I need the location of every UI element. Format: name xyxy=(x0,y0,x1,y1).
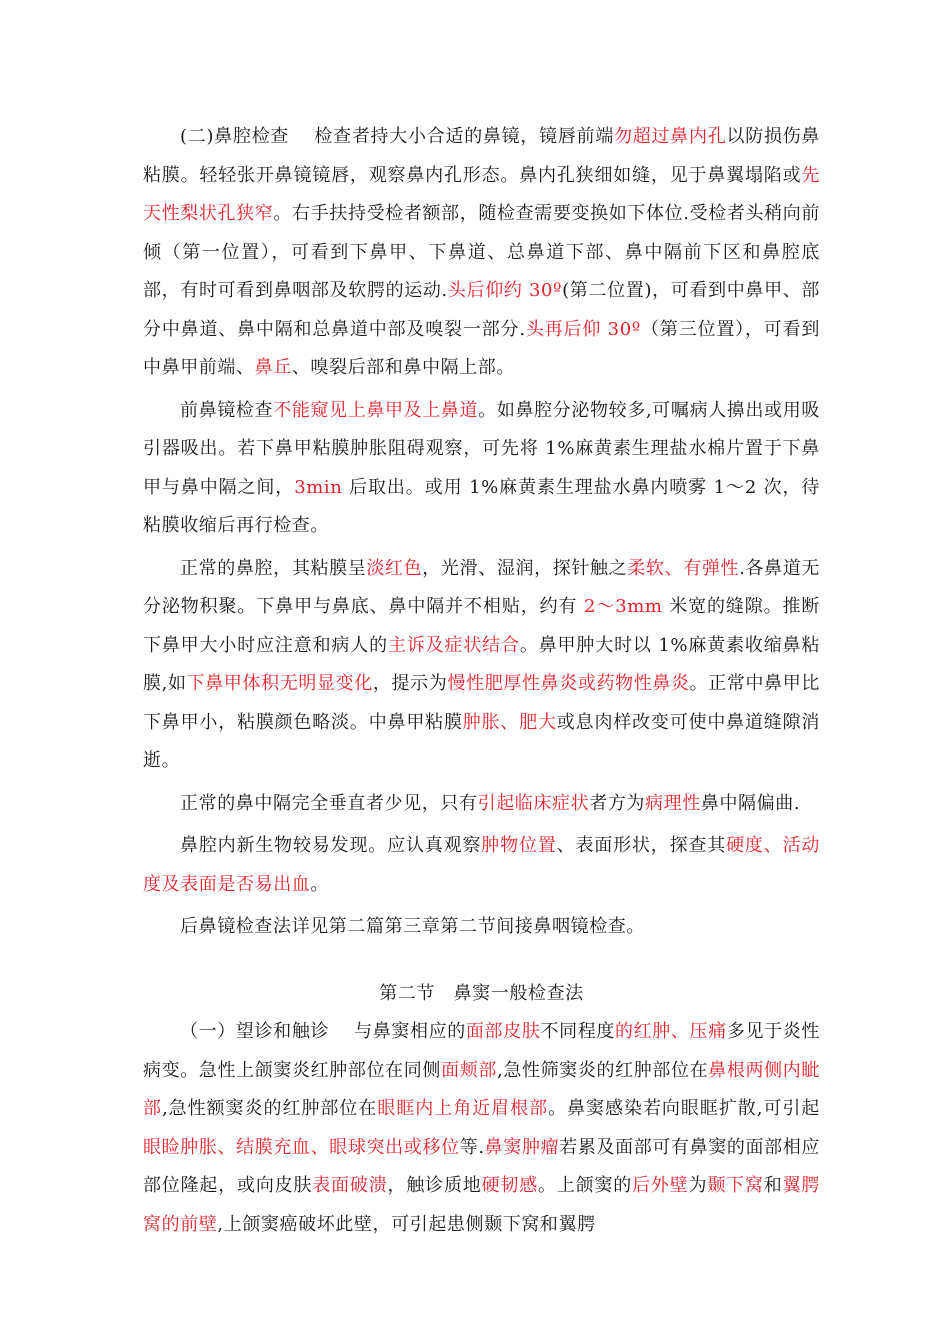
body-text: 、表面形状，探查其 xyxy=(556,835,727,856)
highlighted-text: 鼻窦肿瘤 xyxy=(484,1136,560,1158)
body-text: ，提示为 xyxy=(372,673,448,694)
highlighted-text: 翼腭窝的前壁 xyxy=(143,1175,820,1235)
body-text: 。 xyxy=(310,873,330,895)
paragraph xyxy=(143,392,820,546)
body-text: （一）望诊和触诊 与鼻窦相应的 xyxy=(180,1021,466,1042)
sinus-exam-text xyxy=(143,1013,820,1244)
body-text: (第二位置)，可看到中鼻甲、部分中鼻道、鼻中隔和总鼻道中部及嗅裂一部分. xyxy=(143,280,821,340)
body-text: 。鼻甲肿大时以 1%麻黄素收缩鼻粘膜,如 xyxy=(143,634,820,694)
body-text: 以防损伤鼻粘膜。轻轻张开鼻镜镜唇，观察鼻内孔形态。鼻内孔狭细如缝，见于鼻翼塌陷或 xyxy=(143,126,821,186)
body-text: (二)鼻腔检查 检查者持大小合适的鼻镜，镜唇前端 xyxy=(180,126,615,147)
highlighted-text: 淡红色 xyxy=(366,557,423,579)
body-text: （第三位置），可看到中鼻甲前端、 xyxy=(143,318,821,378)
highlighted-text: 面颊部 xyxy=(441,1059,497,1081)
body-text: 正常的鼻腔，其粘膜呈 xyxy=(180,557,367,579)
body-text: 为 xyxy=(688,1175,708,1196)
body-text: 。右手扶持受检者额部，随检查需要变换如下体位.受检者头稍向前倾（第一位置），可看到下鼻甲、下鼻道、总鼻道下部、鼻中隔前下区和鼻腔底部，有时可看到鼻咽部及软腭的运动. xyxy=(143,203,821,301)
highlighted-text: 3min xyxy=(294,476,343,498)
highlighted-text: 肿物位置 xyxy=(481,835,557,856)
highlighted-text: 勿超过鼻内孔 xyxy=(614,126,727,147)
paragraph xyxy=(143,827,820,904)
highlighted-text: 先天性梨状孔狭窄 xyxy=(143,164,820,224)
paragraph xyxy=(143,785,820,824)
body-text: 、嗅裂后部和鼻中隔上部。 xyxy=(291,357,516,378)
body-text: ,急性额窦炎的红肿部位在 xyxy=(161,1098,378,1119)
body-text: 等. xyxy=(459,1136,485,1158)
body-text: .各鼻道无分泌物积聚。下鼻甲与鼻底、鼻中隔并不相贴，约有 xyxy=(143,557,820,617)
highlighted-text: 下鼻甲体积无明显变化 xyxy=(186,673,373,694)
highlighted-text: 引起临床症状 xyxy=(477,792,590,814)
body-text: 不同程度 xyxy=(540,1021,616,1042)
body-text: 。正常中鼻甲比下鼻甲小，粘膜颜色略淡。中鼻甲粘膜 xyxy=(143,673,820,733)
body-text: ，触诊质地 xyxy=(387,1175,482,1196)
highlighted-text: 头后仰约 30º xyxy=(447,280,563,301)
paragraph xyxy=(143,1013,820,1244)
body-text: 。如鼻腔分泌物较多,可嘱病人擤出或用吸引器吸出。若下鼻甲粘膜肿胀阻碍观察，可先将 1%麻黄素生理盐水棉片置于下鼻甲与鼻中隔之间， xyxy=(143,399,820,498)
highlighted-text: 的红肿、压痛 xyxy=(615,1021,727,1042)
body-text: ,急性筛窦炎的红肿部位在 xyxy=(496,1059,709,1081)
body-text: 多见于炎性病变。急性上颌窦炎红肿部位在同侧 xyxy=(143,1021,820,1081)
highlighted-text: 面部皮肤 xyxy=(465,1021,541,1042)
body-text: 或息肉样改变可使中鼻道缝隙消逝。 xyxy=(143,711,821,771)
body-text: 后鼻镜检查法详见第二篇第三章第二节间接鼻咽镜检查。 xyxy=(180,916,645,937)
highlighted-text: 眼睑肿胀、结膜充血、眼球突出或移位 xyxy=(143,1136,460,1158)
highlighted-text: 肿胀、肥大 xyxy=(462,711,557,733)
nasal-cavity-exam-text xyxy=(143,118,820,947)
highlighted-text: 头再后仰 30º xyxy=(525,318,641,340)
highlighted-text: 不能窥见上鼻甲及上鼻道 xyxy=(273,399,479,421)
body-text: 正常的鼻中隔完全垂直者少见，只有 xyxy=(180,792,478,814)
paragraph xyxy=(143,550,820,781)
highlighted-text: 眼眶内上角近眉根部 xyxy=(377,1098,549,1119)
body-text: 鼻中隔偏曲. xyxy=(700,792,801,814)
body-text: 前鼻镜检查 xyxy=(180,399,274,421)
body-text: 和 xyxy=(763,1175,783,1196)
body-text: 。鼻窦感染若向眼眶扩散,可引起 xyxy=(548,1098,820,1119)
highlighted-text: 硬韧感 xyxy=(481,1175,539,1196)
highlighted-text: 鼻丘 xyxy=(254,357,292,378)
highlighted-text: 2～3mm xyxy=(583,596,663,617)
highlighted-text: 慢性肥厚性鼻炎或药物性鼻炎 xyxy=(447,673,690,694)
body-text: 后取出。或用 1%麻黄素生理盐水鼻内喷雾 1～2 次，待粘膜收缩后再行检查。 xyxy=(143,476,820,536)
highlighted-text: 硬度、活动度及表面是否易出血 xyxy=(143,835,820,895)
highlighted-text: 病理性 xyxy=(645,792,701,814)
paragraph xyxy=(143,118,820,388)
highlighted-text: 颞下窝 xyxy=(707,1175,764,1196)
body-text: 若累及面部可有鼻窦的面部相应部位隆起，或向皮肤 xyxy=(143,1136,821,1196)
highlighted-text: 鼻根两侧内眦部 xyxy=(143,1059,820,1119)
body-text: ,上颌窦癌破坏此壁，可引起患侧颞下窝和翼腭 xyxy=(217,1213,596,1235)
paragraph xyxy=(143,908,820,947)
highlighted-text: 柔软、有弹性 xyxy=(627,557,740,579)
section-title: 第二节 鼻窦一般检查法 xyxy=(379,982,584,1004)
body-text: 者方为 xyxy=(589,792,646,814)
body-text: 。上颌窦的 xyxy=(538,1175,633,1196)
highlighted-text: 后外壁 xyxy=(632,1175,689,1196)
highlighted-text: 表面破溃 xyxy=(312,1175,388,1196)
body-text: 鼻腔内新生物较易发现。应认真观察 xyxy=(180,835,482,856)
body-text: 米宽的缝隙。推断下鼻甲大小时应注意和病人的 xyxy=(143,596,820,656)
body-text: ，光滑、湿润，探针触之 xyxy=(422,557,628,579)
highlighted-text: 主诉及症状结合 xyxy=(387,634,520,656)
